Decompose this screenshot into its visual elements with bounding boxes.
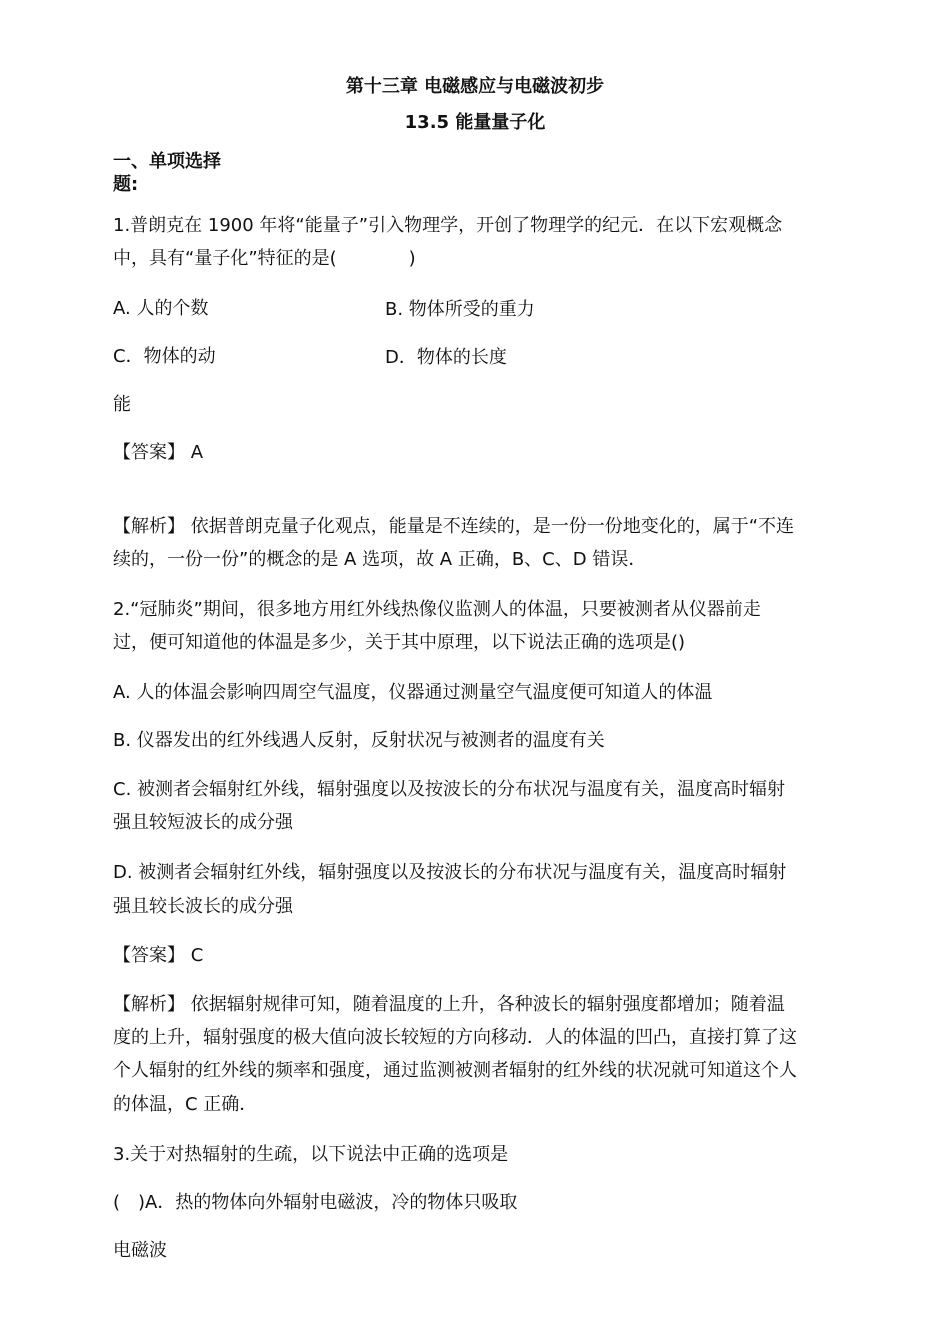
q3-option-a-line1: ( )A．热的物体向外辐射电磁波，冷的物体只吸取 <box>113 1192 518 1213</box>
q1-option-b: B. 物体所受的重力 <box>385 299 535 320</box>
q2-option-b: B. 仪器发出的红外线遇人反射，反射状况与被测者的温度有关 <box>113 730 605 751</box>
q2-analysis-line4: 的体温，C 正确． <box>113 1094 258 1115</box>
q2-stem-line2: 过，便可知道他的体温是多少，关于其中原理，以下说法正确的选项是() <box>113 632 686 653</box>
q2-analysis-line3: 个人辐射的红外线的频率和强度，通过监测被测者辐射的红外线的状况就可知道这个人 <box>113 1060 797 1081</box>
q2-option-a: A. 人的体温会影响四周空气温度，仪器通过测量空气温度便可知道人的体温 <box>113 682 713 703</box>
q1-stem-line2: 中，具有“量子化”特征的是( ) <box>113 248 416 269</box>
q2-option-d-line1: D. 被测者会辐射红外线，辐射强度以及按波长的分布状况与温度有关，温度高时辐射 <box>113 862 787 883</box>
q2-option-c-line1: C. 被测者会辐射红外线，辐射强度以及按波长的分布状况与温度有关，温度高时辐射 <box>113 779 786 800</box>
q3-option-a-line2: 电磁波 <box>113 1240 167 1261</box>
q1-option-d: D．物体的长度 <box>385 347 507 368</box>
chapter-title: 第十三章 电磁感应与电磁波初步 <box>345 76 605 97</box>
q3-stem-line1: 3.关于对热辐射的生疏，以下说法中正确的选项是 <box>113 1144 509 1165</box>
q2-answer: 【答案】 C <box>113 945 204 966</box>
section-heading-line1: 一、单项选择 <box>113 151 221 172</box>
q1-analysis-line2: 续的，一份一份”的概念的是 A 选项，故 A 正确，B、C、D 错误． <box>113 549 647 570</box>
q1-option-c-continued: 能 <box>113 394 131 415</box>
q2-analysis-line1: 【解析】 依据辐射规律可知，随着温度的上升，各种波长的辐射强度都增加；随着温 <box>113 994 785 1015</box>
q1-stem-line1: 1.普朗克在 1900 年将“能量子”引入物理学，开创了物理学的纪元．在以下宏观概念 <box>113 215 783 236</box>
q2-stem-line1: 2.“冠肺炎”期间，很多地方用红外线热像仪监测人的体温，只要被测者从仪器前走 <box>113 599 761 620</box>
q1-answer: 【答案】 A <box>113 442 204 463</box>
q1-analysis-line1: 【解析】 依据普朗克量子化观点，能量是不连续的，是一份一份地变化的，属于“不连 <box>113 516 795 537</box>
q2-analysis-line2: 度的上升，辐射强度的极大值向波长较短的方向移动．人的体温的凹凸，直接打算了这 <box>113 1027 797 1048</box>
q1-option-a: A. 人的个数 <box>113 298 209 319</box>
q2-option-d-line2: 强且较长波长的成分强 <box>113 896 293 917</box>
q2-option-c-line2: 强且较短波长的成分强 <box>113 812 293 833</box>
section-heading-line2: 题: <box>113 174 139 195</box>
q1-option-c: C．物体的动 <box>113 346 216 367</box>
section-title: 13.5 能量量子化 <box>404 112 546 133</box>
